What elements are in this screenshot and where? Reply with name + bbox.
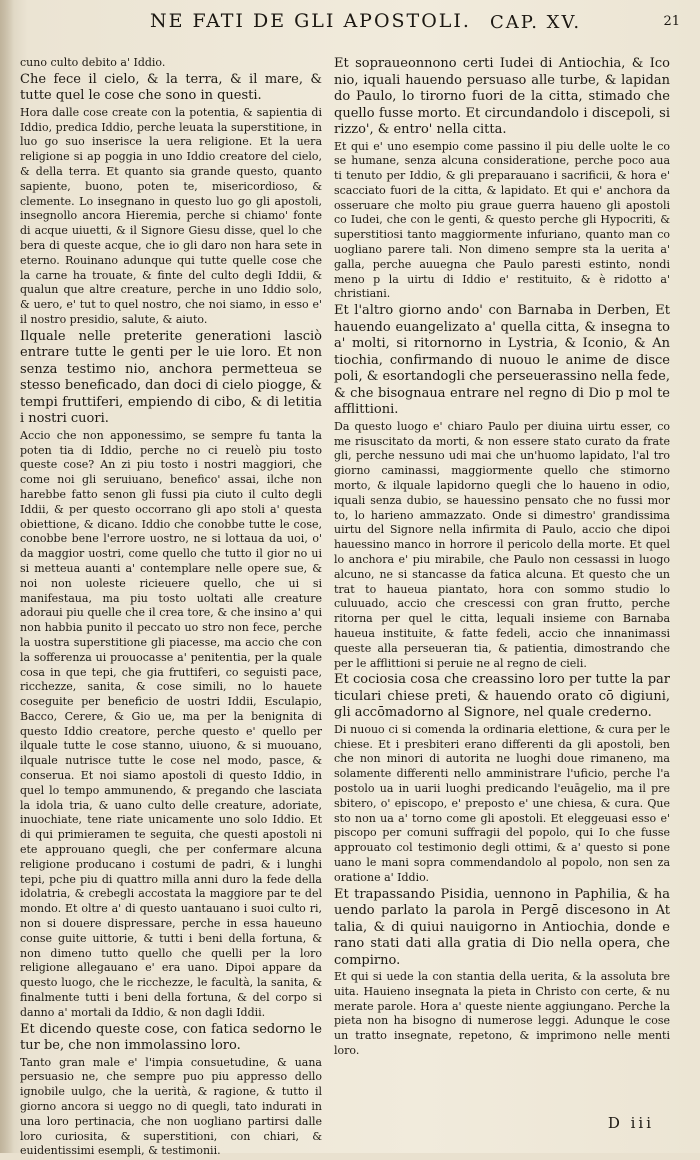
commentary-paragraph: Et qui si uede la con stantia della uerita, & la assoluta bre uita. Hauieno insegnata la pieta in Christo con certe, & nu merate parole. Hora a' queste niente aggiungano. Perche la pieta non ha bisogno di numerose leggi. Adunque le cose un tratto insegnate, repetono, & imprimono nelle menti loro. bbox=[334, 970, 670, 1058]
scripture-verse: Et cociosia cosa che creassino loro per tutte la par ticulari chiese preti, & hauendo orato cō digiuni, gli accōmadorno al Signore, nel quale crederno. bbox=[334, 672, 670, 721]
running-head bbox=[150, 8, 690, 38]
scripture-verse: Et dicendo queste cose, con fatica sedorno le tur be, che non immolassino loro. bbox=[20, 1021, 322, 1054]
left-text-column bbox=[20, 56, 322, 1160]
signature-mark: D iii bbox=[607, 1114, 654, 1132]
page-gutter-shadow bbox=[0, 0, 14, 1153]
commentary-paragraph: Da questo luogo e' chiaro Paulo per diuina uirtu esser, co me risuscitato da morti, & non essere stato curato da frate gli, perche nessuno udi mai che un'huomo lapidato, l'al tro giorno caminassi, maggiormente quello che stimorno morto, & ilquale lapidorno quegli che lo haueno in odio, iquali senza dubio, se hauessino pensato che no fussi mor to, lo harieno ammazzato. Onde si dimestro' grandissima uirtu del Signore nella infirmita di Paulo, accio che dipoi hauessino manco in horrore il pericolo della morte. Et quel lo anchora e' piu mirabile, che Paulo non cessassi in luogo alcuno, ne si stancasse da fatica alcuna. Et questo che un trat to haueua piantato, hora con sommo studio lo culuuado, accio che crescessi con gran frutto, perche ritorna per quel le citta, lequali insieme con Barnaba haueua instituite, & fatte fedeli, accio che innanimassi queste alla perseueran tia, & patientia, dimostrando che per le afflittioni si peruie ne al regno de cieli. bbox=[334, 419, 670, 670]
right-text-column bbox=[334, 56, 670, 1060]
folio-number: 21 bbox=[663, 14, 680, 29]
running-title: NE FATI DE GLI APOSTOLI. bbox=[150, 10, 471, 32]
scripture-verse: Et sopraueonnono certi Iudei di Antiochia, & Ico nio, iquali hauendo persuaso alle turbe, & lapidan do Paulo, lo tirorno fuori de la citta, stimado che quello fusse morto. Et circundandolo i discepoli, si rizzo', & entro' nella citta. bbox=[334, 56, 670, 137]
scripture-verse: Et l'altro giorno ando' con Barnaba in Derben, Et hauendo euangelizato a' quella citta, & insegna to a' molti, si ritornorno in Lystria, & Iconio, & An tiochia, confirmando di nuouo le anime de disce poli, & esortandogli che perseuerassino nella fede, & che bisognaua entrare nel regno di Dio p mol te afflittioni. bbox=[334, 303, 670, 418]
commentary-paragraph: Tanto gran male e' l'impia consuetudine, & uana persuasio ne, che sempre puo piu appresso dello ignobile uulgo, che la uerità, & ragione, & tutto il giorno ancora si ueggo no di quegli, tato indurati in una loro pertinacia, che non uogliano partirsi dalle loro curiosita, & superstitioni, con chiari, & euidentissimi esempli, & testimonii. bbox=[20, 1055, 322, 1158]
chapter-heading: CAP. XV. bbox=[490, 12, 582, 33]
scripture-verse: Et trapassando Pisidia, uennono in Paphilia, & ha uendo parlato la parola in Pergē discesono in At talia, & di quiui nauigorno in Antiochia, donde e rano stati dati alla gratia di Dio nella opera, che compirno. bbox=[334, 886, 670, 968]
scripture-verse: Ilquale nelle preterite generationi lasciò entrare tutte le genti per le uie loro. Et non senza testimo nio, anchora permetteua se stesso beneficado, dan doci di cielo piogge, & tempi fruttiferi, empiendo di cibo, & di letitia i nostri cuori. bbox=[20, 328, 322, 427]
commentary-paragraph: Hora dalle cose create con la potentia, & sapientia di Iddio, predica Iddio, perche leuata la superstitione, in luo go suo inserisce la uera religione. Et la uera religione si ap poggia in uno Iddio creatore del cielo, & della terra. Et quanto sia grande questo, quanto sapiente, buono, poten te, misericordioso, & clemente. Lo insegnano in questo luo go gli apostoli, insegnollo ancora Hieremia, perche si chiamo' fonte di acque uiuetti, & il Signore Giesu disse, quel lo che bera di queste acque, che io gli daro non hara sete in eterno. Rouinano adunque qui tutte quelle cose che la carne ha trouate, & finte del culto degli Iddii, & qualun que altre creature, perche in uno Iddio solo, & uero, e' tut to quel nostro, che noi siamo, in esso e' il nostro presidio, salute, & aiuto. bbox=[20, 105, 322, 326]
scripture-verse: Che fece il cielo, & la terra, & il mare, & tutte quel le cose che sono in questi. bbox=[20, 71, 322, 104]
commentary-paragraph: cuno culto debito a' Iddio. bbox=[20, 56, 166, 69]
commentary-paragraph: Accio che non apponessimo, se sempre fu tanta la poten tia di Iddio, perche no ci reuelò piu tosto queste cose? An zi piu tosto i nostri maggiori, che come noi gli seruiuano, benefico' assai, ilche non harebbe fatto senon gli fussi pia ciuto il culto degli Iddii, & per questo occorrano gli apo stoli a' questa obiettione, & dicano. Iddio che conobbe tutte le cose, conobbe bene l'errore uostro, ne si lottaua da uoi, o' da maggior uostri, come quello che tutto il gior no ui si metteua auanti a' contemplare nelle opere sue, & noi non uoleste ricieuere quello, che ui si manifestaua, ma piu tosto uoltati alle creature adoraui piu quelle che il crea tore, & che insino a' qui non habbia punito il peccato uo stro non fece, perche la uostra superstitione gli piacesse, ma accio che con la sofferenza ui prouocasse a' penitentia, per la quale cosa in que tepi, che gia fruttiferi, co seguisti pace, ricchezze, sanita, & cose simili, no lo hauete coseguite per beneficio de uostri Iddii, Esculapio, Bacco, Cerere, & Gio ue, ma per la benignita di questo Iddio creatore, perche questo e' quello per ilquale tutte le cose stanno, uiuono, & si muouano, ilquale nutrisce tutte le cose nel modo, pasce, & conserua. Et noi siamo apostoli di questo Iddio, in quel lo tempo ammunendo, & pregando che lasciata la idola tria, & uano culto delle creature, adoriate, inuochiate, tene riate unicamente uno solo Iddio. Et di qui primieramen te seguita, che questi apostoli ni ete approuano quegli, che per confermare alcuna religione producano i costumi de padri, & i lunghi tepi, pche piu di quattro milla anni duro la fede della idolatria, & crebegli accostata la maggiore par te del mondo. Et oltre a' di questo uantauano i suoi culto ri, non si douere dispressare, perche in essa haueuno conse guite uittorie, & tutti i beni della fortuna, & non dimeno tutto quello che quelli per la loro religione allegauano e' era uano. Dipoi appare da questo luogo, che le ricchezze, le facultà, la sanita, & finalmente tutti i beni della fortuna, & del corpo si danno a' mortali da Iddio, & non dagli Iddii. bbox=[20, 428, 322, 1019]
commentary-paragraph: Et qui e' uno esempio come passino il piu delle uolte le co se humane, senza alcuna consideratione, perche poco aua ti tenuto per Iddio, & gli preparauano i sacrificii, & hora e' scacciato fuori de la citta, & lapidato. Et qui e' anchora da osseruare che molto piu graue guerra haueno gli apostoli co Iudei, che con le genti, & questo perche gli Hypocriti, & superstitiosi tanto maggiormente infuriano, quanto man co uogliano parere tali. Non dimeno sempre sta la uerita a' galla, perche auuegna che Paulo paresti estinto, nondi meno p la uirtu di Iddio e' restituito, & è ridotto a' christiani. bbox=[334, 139, 670, 301]
commentary-paragraph: Di nuouo ci si comenda la ordinaria elettione, & cura per le chiese. Et i presbiteri erano differenti da gli apostoli, ben che non minori di autorita ne luoghi doue rimaneno, ma solamente differenti nello amministrare l'uficio, perche l'a postolo ua in uarii luoghi predicando l'euāgelio, ma il pre sbitero, o' episcopo, e' preposto e' une chiesa, & cura. Que sto non ua a' torno come gli apostoli. Et eleggeuasi esso e' piscopo per comuni suffragii del popolo, qui Io che fusse approuato col testimonio degli ottimi, & a' questo si pone uano le mani sopra commendandolo al popolo, non sen za oratione a' Iddio. bbox=[334, 722, 670, 884]
